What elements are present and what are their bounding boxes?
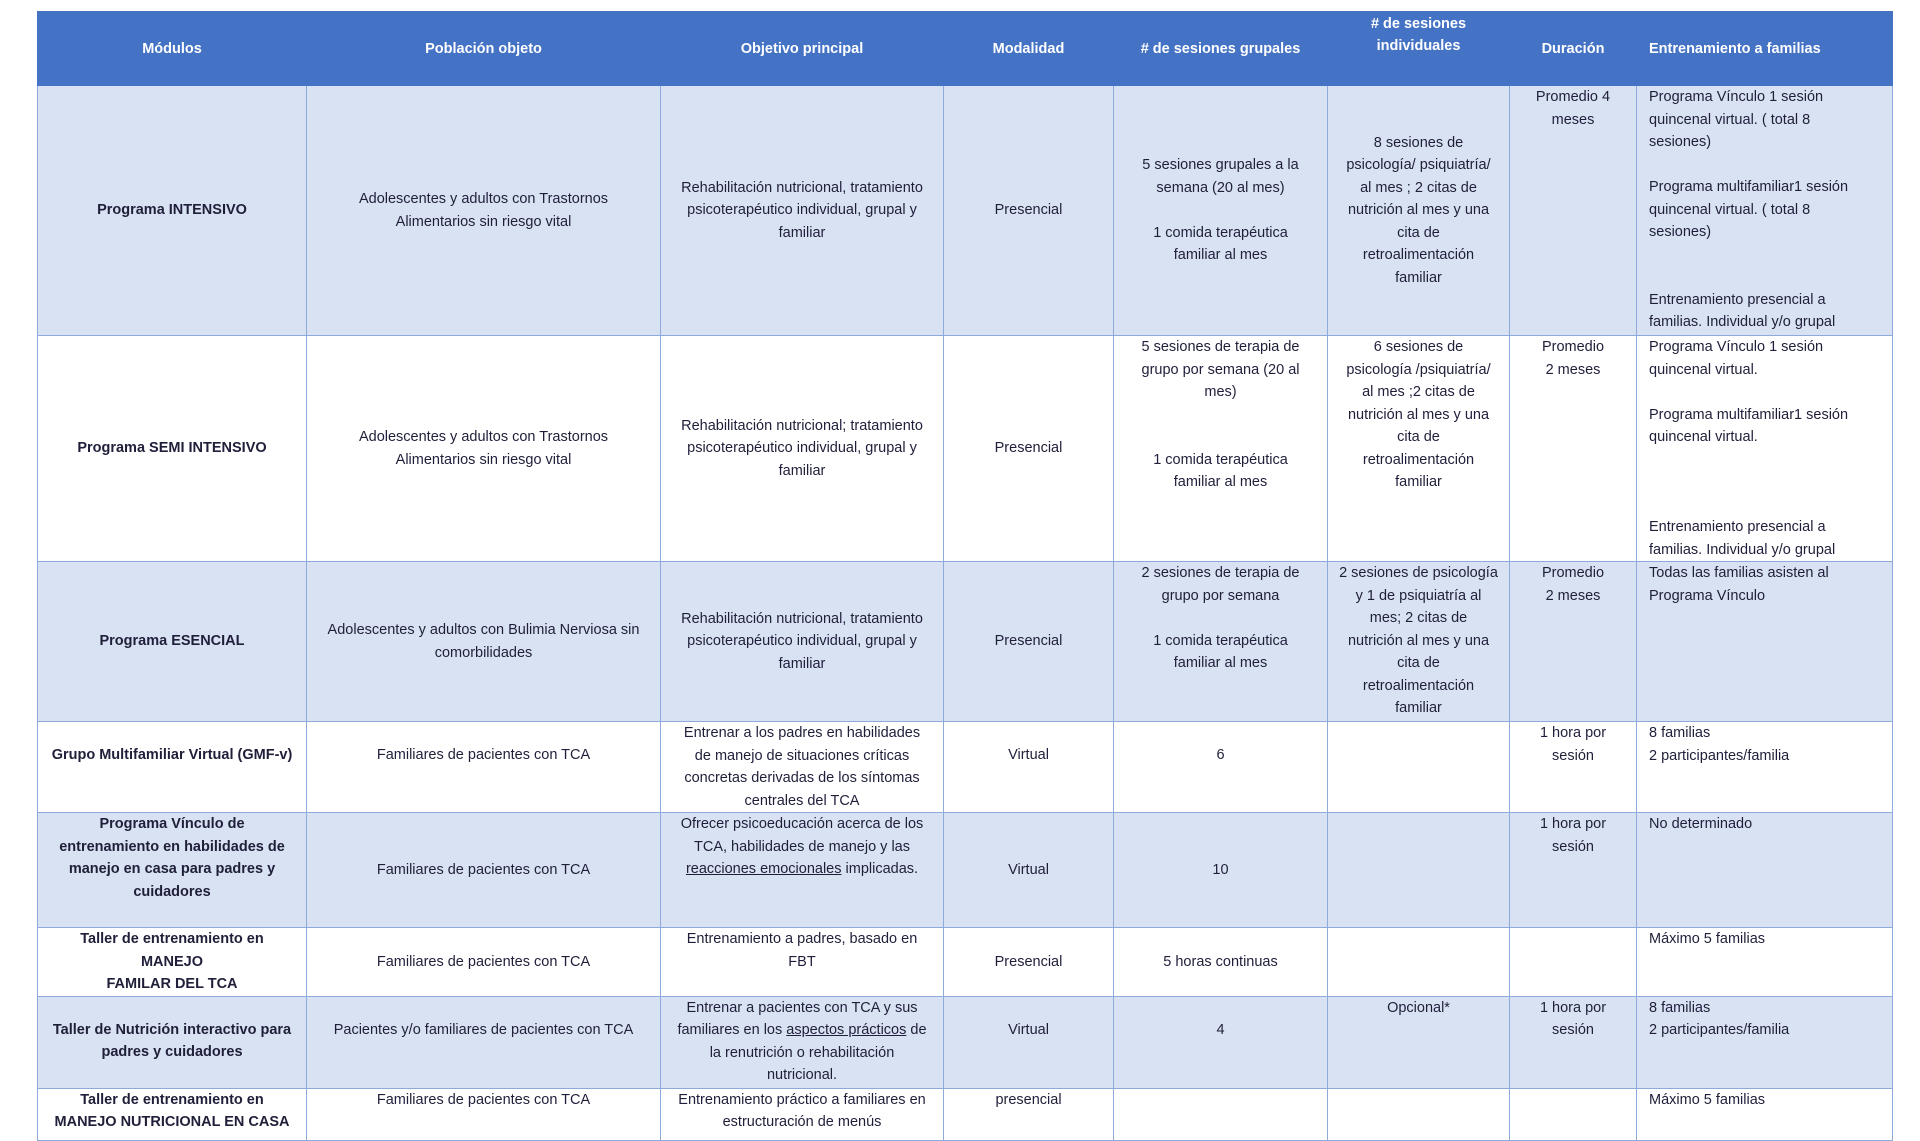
modulo-cell: Taller de entrenamiento en MANEJO NUTRICIONAL EN CASA: [38, 1088, 307, 1140]
modulo-cell: Programa SEMI INTENSIVO: [38, 336, 307, 562]
poblacion-cell: Familiares de pacientes con TCA: [307, 813, 661, 928]
individuales-cell: [1328, 813, 1510, 928]
duracion-cell: [1510, 1088, 1637, 1140]
objetivo-cell: Rehabilitación nutricional, tratamiento psicoterapéutico individual, grupal y familiar: [661, 86, 944, 336]
modulo-cell: Taller de Nutrición interactivo para padres y cuidadores: [38, 996, 307, 1088]
table-row-intensivo: [38, 86, 1893, 336]
header-duracion: Duración: [1510, 12, 1637, 86]
poblacion-cell: Adolescentes y adultos con Trastornos Alimentarios sin riesgo vital: [307, 86, 661, 336]
grupales-cell: [1114, 1088, 1328, 1140]
individuales-cell: [1328, 722, 1510, 813]
duracion-cell: 1 hora por sesión: [1510, 813, 1637, 928]
modulo-cell: Programa Vínculo de entrenamiento en habilidades de manejo en casa para padres y cuidadores: [38, 813, 307, 928]
objetivo-text: Ofrecer psicoeducación acerca de los TCA, habilidades de manejo y las: [680, 816, 924, 855]
poblacion-cell: Pacientes y/o familiares de pacientes con TCA: [307, 996, 661, 1088]
modalidad-cell: Presencial: [944, 86, 1114, 336]
header-sesiones-individuales: # de sesiones individuales: [1328, 12, 1510, 86]
header-entrenamiento: Entrenamiento a familias: [1637, 12, 1893, 86]
modulo-cell: Programa INTENSIVO: [38, 86, 307, 336]
header-sesiones-grupales: # de sesiones grupales: [1114, 12, 1328, 86]
table-row-programa-vinculo: [38, 813, 1893, 928]
objetivo-cell: Entrenamiento a padres, basado en FBT: [661, 928, 944, 997]
poblacion-cell: Adolescentes y adultos con Bulimia Nerviosa sin comorbilidades: [307, 562, 661, 722]
header-objetivo: Objetivo principal: [661, 12, 944, 86]
entrenamiento-cell: Máximo 5 familias: [1637, 1088, 1893, 1140]
objetivo-cell: Entrenamiento práctico a familiares en estructuración de menús: [661, 1088, 944, 1140]
modalidad-cell: Virtual: [944, 813, 1114, 928]
modalidad-cell: Presencial: [944, 928, 1114, 997]
entrenamiento-cell: 8 familias 2 participantes/familia: [1637, 722, 1893, 813]
entrenamiento-cell: 8 familias 2 participantes/familia: [1637, 996, 1893, 1088]
grupales-cell: 10: [1114, 813, 1328, 928]
duracion-cell: 1 hora por sesión: [1510, 722, 1637, 813]
entrenamiento-cell: Programa Vínculo 1 sesión quincenal virtual. Programa multifamiliar1 sesión quincenal virtual. Entrenamiento presencial a familias. Individual y/o grupal: [1637, 336, 1893, 562]
grupales-cell: 6: [1114, 722, 1328, 813]
programs-table: [37, 11, 1893, 1141]
table-row-esencial: [38, 562, 1893, 722]
grupales-cell: 2 sesiones de terapia de grupo por semana 1 comida terapéutica familiar al mes: [1114, 562, 1328, 722]
table-row-taller-manejo-familiar: [38, 928, 1893, 997]
table-row-gmf-v: [38, 722, 1893, 813]
modalidad-cell: presencial: [944, 1088, 1114, 1140]
individuales-cell: [1328, 928, 1510, 997]
header-modulos: Módulos: [38, 12, 307, 86]
modalidad-cell: Presencial: [944, 562, 1114, 722]
modulo-cell: Grupo Multifamiliar Virtual (GMF-v): [38, 722, 307, 813]
objetivo-text: Entrenar a pacientes con TCA y sus familiares en los: [677, 999, 918, 1038]
duracion-cell: [1510, 928, 1637, 997]
duracion-cell: 1 hora por sesión: [1510, 996, 1637, 1088]
poblacion-cell: Familiares de pacientes con TCA: [307, 1088, 661, 1140]
modalidad-cell: Presencial: [944, 336, 1114, 562]
grupales-cell: 4: [1114, 996, 1328, 1088]
grupales-cell: 5 horas continuas: [1114, 928, 1328, 997]
objetivo-cell: Rehabilitación nutricional, tratamiento psicoterapéutico individual, grupal y familiar: [661, 562, 944, 722]
modulo-cell: Programa ESENCIAL: [38, 562, 307, 722]
header-poblacion: Población objeto: [307, 12, 661, 86]
header-row: [38, 12, 1893, 86]
modulo-cell: Taller de entrenamiento en MANEJO FAMILAR DEL TCA: [38, 928, 307, 997]
objetivo-underlined-text: aspectos prácticos: [786, 1022, 907, 1038]
entrenamiento-cell: Máximo 5 familias: [1637, 928, 1893, 997]
objetivo-cell: [661, 996, 944, 1088]
poblacion-cell: Familiares de pacientes con TCA: [307, 928, 661, 997]
individuales-cell: Opcional*: [1328, 996, 1510, 1088]
individuales-cell: 2 sesiones de psicología y 1 de psiquiatría al mes; 2 citas de nutrición al mes y una cita de retroalimentación familiar: [1328, 562, 1510, 722]
table-row-taller-nutricion-interactivo: [38, 996, 1893, 1088]
grupales-cell: 5 sesiones de terapia de grupo por semana (20 al mes) 1 comida terapéutica familiar al mes: [1114, 336, 1328, 562]
table-row-taller-manejo-nutricional: [38, 1088, 1893, 1140]
objetivo-cell: Entrenar a los padres en habilidades de manejo de situaciones críticas concretas derivadas de los síntomas centrales del TCA: [661, 722, 944, 813]
objetivo-underlined-text: reacciones emocionales: [685, 861, 842, 877]
entrenamiento-cell: Todas las familias asisten al Programa Vínculo: [1637, 562, 1893, 722]
entrenamiento-cell: Programa Vínculo 1 sesión quincenal virtual. ( total 8 sesiones) Programa multifamiliar1 sesión quincenal virtual. ( total 8 sesiones) Entrenamiento presencial a familias. Individual y/o grupal: [1637, 86, 1893, 336]
objetivo-cell: Rehabilitación nutricional; tratamiento psicoterapéutico individual, grupal y familiar: [661, 336, 944, 562]
duracion-cell: Promedio 2 meses: [1510, 336, 1637, 562]
objetivo-text-end: de la renutrición o rehabilitación nutricional.: [709, 1022, 927, 1083]
entrenamiento-cell: No determinado: [1637, 813, 1893, 928]
modalidad-cell: Virtual: [944, 996, 1114, 1088]
header-modalidad: Modalidad: [944, 12, 1114, 86]
poblacion-cell: Adolescentes y adultos con Trastornos Alimentarios sin riesgo vital: [307, 336, 661, 562]
duracion-cell: Promedio 2 meses: [1510, 562, 1637, 722]
objetivo-cell: [661, 813, 944, 928]
poblacion-cell: Familiares de pacientes con TCA: [307, 722, 661, 813]
table-row-semi-intensivo: [38, 336, 1893, 562]
grupales-cell: 5 sesiones grupales a la semana (20 al mes) 1 comida terapéutica familiar al mes: [1114, 86, 1328, 336]
duracion-cell: Promedio 4 meses: [1510, 86, 1637, 336]
objetivo-text-end: implicadas.: [841, 861, 919, 877]
individuales-cell: 8 sesiones de psicología/ psiquiatría/ al mes ; 2 citas de nutrición al mes y una cita de retroalimentación familiar: [1328, 86, 1510, 336]
individuales-cell: [1328, 1088, 1510, 1140]
individuales-cell: 6 sesiones de psicología /psiquiatría/ al mes ;2 citas de nutrición al mes y una cita de retroalimentación familiar: [1328, 336, 1510, 562]
modalidad-cell: Virtual: [944, 722, 1114, 813]
